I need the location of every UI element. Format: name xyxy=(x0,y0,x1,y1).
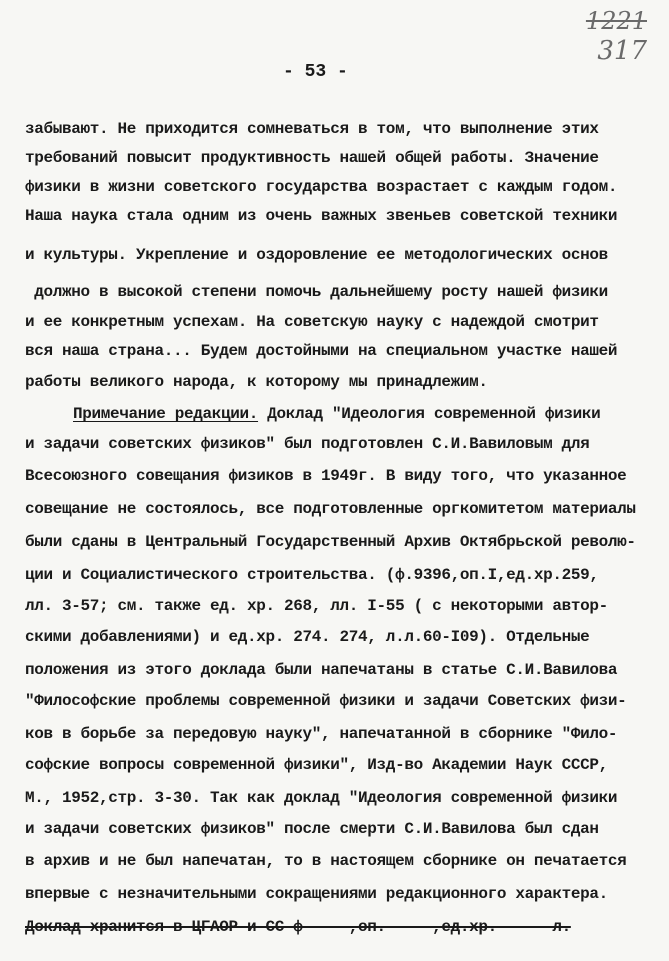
struck-storage-line: Доклад хранится в ЦГАОР и СС ф ,оп. ,ед.хр. л. xyxy=(25,918,571,936)
text-line: скими добавлениями) и ед.хр. 274. 274, л.л.60-I09). Отдельные xyxy=(25,628,590,646)
note-first-line xyxy=(25,405,655,423)
text-line: М., 1952,стр. 3-30. Так как доклад "Идеология современной физики xyxy=(25,789,618,807)
text-line: лл. 3-57; см. также ед. хр. 268, лл. I-55 ( с некоторыми автор- xyxy=(25,597,608,615)
text-line: физики в жизни советского государства возрастает с каждым годом. xyxy=(25,178,618,196)
text-line: Всесоюзного совещания физиков в 1949г. В виду того, что указанное xyxy=(25,467,627,485)
text-line: вся наша страна... Будем достойными на специальном участке нашей xyxy=(25,342,618,360)
text-line: и задачи советских физиков" после смерти С.И.Вавилова был сдан xyxy=(25,820,599,838)
text-line: забывают. Не приходится сомневаться в том, что выполнение этих xyxy=(25,120,599,138)
note-first-line-text: Доклад "Идеология современной физики xyxy=(258,405,601,423)
archive-number-current: 317 xyxy=(597,36,647,66)
text-line: и задачи советских физиков" был подготовлен С.И.Вавиловым для xyxy=(25,435,590,453)
text-line: положения из этого доклада были напечатаны в статье С.И.Вавилова xyxy=(25,661,618,679)
text-line: и ее конкретным успехам. На советскую науку с надеждой смотрит xyxy=(25,313,599,331)
text-line: впервые с незначительными сокращениями редакционного характера. xyxy=(25,885,608,903)
text-line: Наша наука стала одним из очень важных звеньев советской техники xyxy=(25,207,618,225)
archive-page-number xyxy=(586,6,647,66)
text-line: и культуры. Укрепление и оздоровление ее методологических основ xyxy=(25,246,608,264)
note-heading: Примечание редакции. xyxy=(73,405,259,423)
text-line: должно в высокой степени помочь дальнейшему росту нашей физики xyxy=(25,283,608,301)
text-line: работы великого народа, к которому мы принадлежим. xyxy=(25,373,488,391)
text-line: ков в борьбе за передовую науку", напечатанной в сборнике "Фило- xyxy=(25,725,618,743)
text-line: ции и Социалистического строительства. (ф.9396,оп.I,ед.хр.259, xyxy=(25,566,599,584)
text-line: софские вопросы современной физики", Изд-во Академии Наук СССР, xyxy=(25,756,608,774)
text-line: требований повысит продуктивность нашей общей работы. Значение xyxy=(25,149,599,167)
text-line: "Философские проблемы современной физики и задачи Советских физи- xyxy=(25,692,627,710)
text-line: в архив и не был напечатан, то в настоящем сборнике он печатается xyxy=(25,852,627,870)
text-line: были сданы в Центральный Государственный Архив Октябрьской револю- xyxy=(25,533,636,551)
page-number: - 53 - xyxy=(283,62,348,82)
archive-number-crossed: 1221 xyxy=(585,7,647,35)
text-line: совещание не состоялось, все подготовленные оргкомитетом материалы xyxy=(25,500,636,518)
